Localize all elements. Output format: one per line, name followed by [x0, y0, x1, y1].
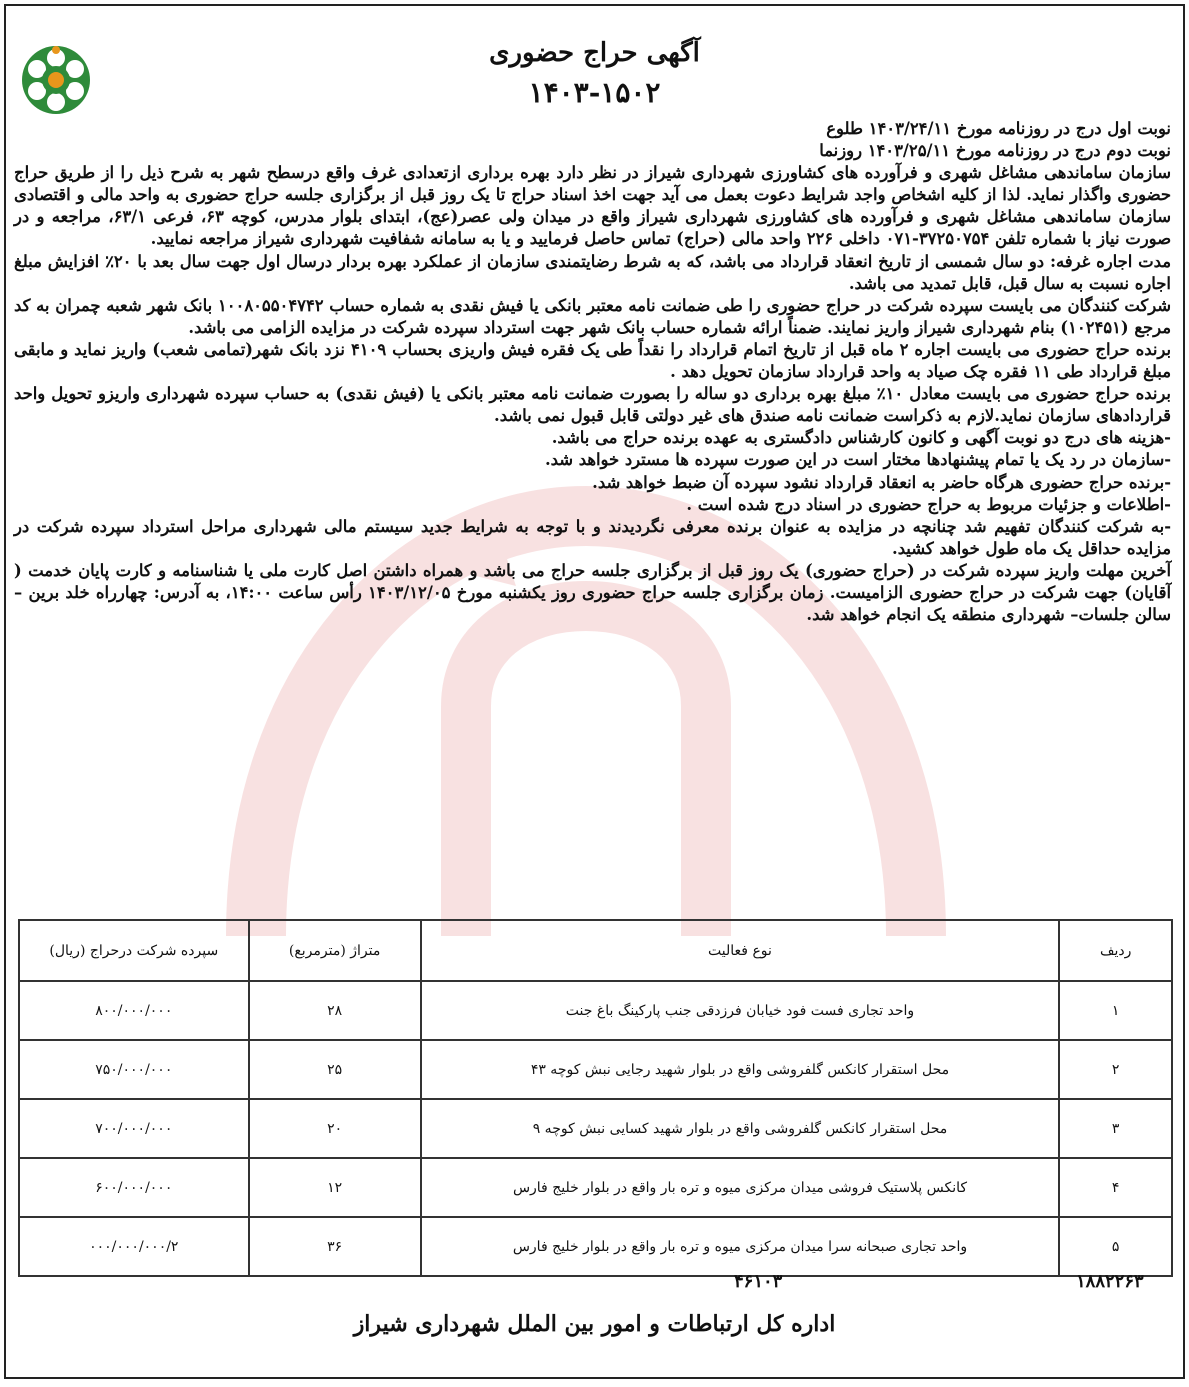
table-row [19, 1099, 1172, 1158]
table-row [19, 981, 1172, 1040]
paragraph-payment: برنده حراج حضوری می بایست اجاره ۲ ماه قبل از تاریخ اتمام قرارداد را نقداً طی یک فقره فیش واریزی بحساب ۴۱۰۹ نزد بانک شهر(تمامی شعب) واریز نماید و مابقی مبلغ قرارداد طی ۱۱ فقره چک صیاد به واحد قرارداد سازمان تحویل دهد . [14, 339, 1172, 382]
cell-index: ۳ [1059, 1099, 1172, 1158]
cell-area: ۲۰ [249, 1099, 421, 1158]
code-left: ۴۶۱۰۳ [734, 1271, 783, 1292]
cell-activity: واحد تجاری صبحانه سرا میدان مرکزی میوه و تره بار واقع در بلوار خلیج فارس [421, 1217, 1060, 1276]
items-table [18, 919, 1173, 1277]
page-title: آگهی حراج حضوری [489, 38, 700, 68]
table-row [19, 1040, 1172, 1099]
header-index: ردیف [1059, 920, 1172, 981]
paragraph-first-publication: نوبت اول درج در روزنامه مورخ ۱۴۰۳/۲۴/۱۱ طلوع [826, 119, 1171, 138]
paragraph-rejection: -سازمان در رد یک یا تمام پیشنهادها مختار است در این صورت سپرده ها مسترد خواهد شد. [544, 450, 1171, 470]
paragraph-second-publication: نوبت دوم درج در روزنامه مورخ ۱۴۰۳/۲۵/۱۱ روزنما [819, 141, 1171, 161]
footer-organization: اداره کل ارتباطات و امور بین الملل شهرداری شیراز [353, 1311, 836, 1337]
cell-index: ۲ [1059, 1040, 1172, 1099]
paragraph-deadline: آخرین مهلت واریز سپرده شرکت در (حراج حضوری) یک روز قبل از برگزاری جلسه حراج می باشد و همراه داشتن اصل کارت ملی یا شناسنامه و کارت پایان خدمت ( آقایان) جهت شرکت در حراج حضوری الزامیست. زمان برگزاری جلسه حراج حضوری روز یکشنبه مورخ ۱۴۰۳/۱۲/۰۵ رأس ساعت ۱۴:۰۰، به آدرس: چهارراه خلد برین – سالن جلسات– شهرداری منطقه یک انجام خواهد شد. [14, 560, 1172, 625]
paragraph-intro: سازمان ساماندهی مشاغل شهری و فرآورده های کشاورزی شهرداری شیراز در نظر دارد بهره برداری ازتعدادی غرف واقع درسطح شهر به شرح ذیل را از طریق حراج حضوری واگذار نماید. لذا از کلیه اشخاص واجد شرایط دعوت بعمل می آید جهت اخذ اسناد حراج تا یک روز قبل از برگزاری جلسه حراج حضوری به واحد مالی و اقتصادی سازمان ساماندهی مشاغل شهری و فرآورده های کشاورزی شهرداری شیراز واقع در میدان ولی عصر(عج)، ابتدای بلوار مدرس، کوچه ۶۳، فرعی ۶۳/۱، مراجعه و در صورت نیاز با شماره تلفن ۳۷۲۵۰۷۵۴-۰۷۱ داخلی ۲۲۶ واحد مالی (حراج) تماس حاصل فرمایید و یا به سامانه شفافیت شهرداری شیراز مراجعه نمایید. [14, 163, 1171, 249]
paragraph-lease-term: مدت اجاره غرفه: دو سال شمسی از تاریخ انعقاد قرارداد می باشد، که به شرط رضایتمندی سازمان از عملکرد بهره بردار درسال اول جهت سال بعد با ۲۰٪ افزایش مبلغ اجاره نسبت به سال قبل، قابل تمدید می باشد. [14, 251, 1171, 293]
cell-area: ۲۸ [249, 981, 421, 1040]
cell-index: ۱ [1059, 981, 1172, 1040]
code-right: ۱۸۸۲۲۶۳ [1076, 1271, 1144, 1292]
cell-index: ۵ [1059, 1217, 1172, 1276]
cell-deposit: ۷۰۰/۰۰۰/۰۰۰ [19, 1099, 249, 1158]
paragraph-costs: -هزینه های درج دو نوبت آگهی و کانون کارشناس دادگستری به عهده برنده حراج می باشد. [551, 428, 1171, 448]
cell-activity: محل استقرار کانکس گلفروشی واقع در بلوار شهید رجایی نبش کوچه ۴۳ [421, 1040, 1060, 1099]
cell-activity: واحد تجاری فست فود خیابان فرزدقی جنب پارکینگ باغ جنت [421, 981, 1060, 1040]
header [6, 36, 1183, 110]
cell-activity: کانکس پلاستیک فروشی میدان مرکزی میوه و تره بار واقع در بلوار خلیج فارس [421, 1158, 1060, 1217]
cell-deposit: ۸۰۰/۰۰۰/۰۰۰ [19, 981, 249, 1040]
paragraph-forfeit: -برنده حراج حضوری هرگاه حاضر به انعقاد قرارداد نشود سپرده آن ضبط خواهد شد. [592, 472, 1171, 492]
header-activity: نوع فعالیت [421, 920, 1060, 981]
notice-number: ۱۴۰۳-۱۵۰۲ [528, 76, 661, 109]
header-deposit: سپرده شرکت درحراج (ریال) [19, 920, 249, 981]
cell-activity: محل استقرار کانکس گلفروشی واقع در بلوار شهید کسایی نبش کوچه ۹ [421, 1099, 1060, 1158]
paragraph-deposit: شرکت کنندگان می بایست سپرده شرکت در حراج حضوری را طی ضمانت نامه معتبر بانکی یا فیش نقدی به شماره حساب ۱۰۰۸۰۵۵۰۴۷۴۲ بانک شهر شعبه چمران به کد مرجع (۱۰۲۴۵۱) بنام شهرداری شیراز واریز نمایند. ضمناً ارائه شماره حساب بانک شهر جهت استرداد سپرده شرکت در مزایده الزامی می باشد. [14, 295, 1171, 337]
notice-body [14, 118, 1171, 626]
cell-deposit: ۰۰۰/۰۰۰/۰۰۰/۲ [19, 1217, 249, 1276]
paragraph-refund: -به شرکت کنندگان تفهیم شد چنانچه در مزایده به عنوان برنده معرفی نگردیدند و با توجه به شرایط جدید سیستم مالی شهرداری مراحل استرداد سپرده شرکت در مزایده حداقل یک ماه طول خواهد کشید. [14, 516, 1171, 558]
cell-area: ۳۶ [249, 1217, 421, 1276]
table-row [19, 1158, 1172, 1217]
cell-deposit: ۷۵۰/۰۰۰/۰۰۰ [19, 1040, 249, 1099]
paragraph-guarantee: برنده حراج حضوری می بایست معادل ۱۰٪ مبلغ بهره برداری دو ساله را بصورت ضمانت نامه معتبر بانکی یا (فیش نقدی) به حساب سپرده شهرداری واریزو تحویل واحد قراردادهای سازمان نماید.لازم به ذکراست ضمانت نامه صندق های غیر دولتی قابل قبول نمی باشد. [14, 384, 1171, 426]
advertisement-page [4, 4, 1185, 1379]
table-row [19, 1217, 1172, 1276]
cell-deposit: ۶۰۰/۰۰۰/۰۰۰ [19, 1158, 249, 1217]
header-area: متراژ (مترمربع) [249, 920, 421, 981]
cell-area: ۲۵ [249, 1040, 421, 1099]
paragraph-details: -اطلاعات و جزئیات مربوط به حراج حضوری در اسناد درج شده است . [686, 494, 1171, 514]
table-header-row [19, 920, 1172, 981]
cell-area: ۱۲ [249, 1158, 421, 1217]
cell-index: ۴ [1059, 1158, 1172, 1217]
